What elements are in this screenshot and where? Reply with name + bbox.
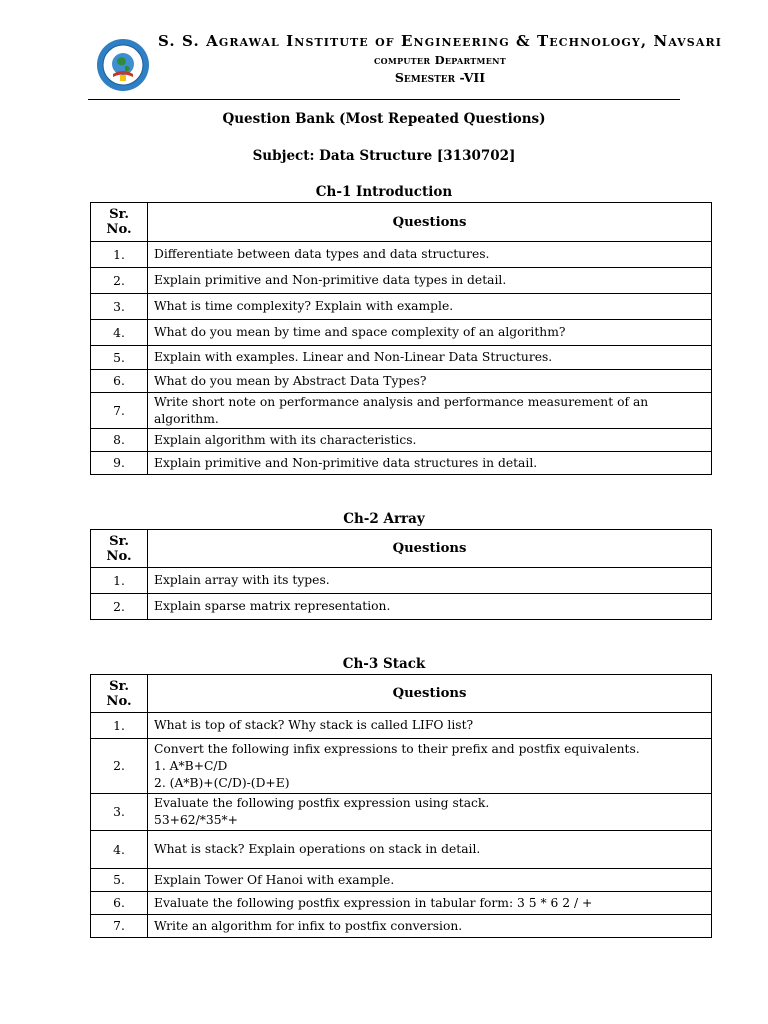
question-text: What is top of stack? Why stack is called LIFO list? — [148, 713, 712, 739]
question-number: 4. — [91, 320, 148, 346]
question-number: 5. — [91, 869, 148, 892]
question-number: 1. — [91, 242, 148, 268]
question-number: 2. — [91, 739, 148, 794]
question-number: 1. — [91, 713, 148, 739]
question-text: Differentiate between data types and data structures. — [148, 242, 712, 268]
question-cell — [148, 739, 712, 794]
table-row — [91, 320, 712, 346]
table-row — [91, 346, 712, 370]
table-row — [91, 294, 712, 320]
question-number: 9. — [91, 452, 148, 475]
sr-no-header: Sr. No. — [91, 203, 148, 242]
table-header-row — [91, 675, 712, 713]
question-text: What do you mean by time and space complexity of an algorithm? — [148, 320, 712, 346]
semester-label: Semester -VII — [394, 70, 486, 85]
question-text: What is stack? Explain operations on stack in detail. — [148, 831, 712, 869]
subject-title: Subject: Data Structure [3130702] — [252, 148, 516, 164]
question-subline: 2. (A*B)+(C/D)-(D+E) — [154, 775, 290, 790]
question-text: Explain primitive and Non-primitive data structures in detail. — [148, 452, 712, 475]
question-number: 8. — [91, 429, 148, 452]
table-row — [91, 794, 712, 831]
question-text: Explain sparse matrix representation. — [148, 594, 712, 620]
question-number: 2. — [91, 594, 148, 620]
question-text: Explain with examples. Linear and Non-Linear Data Structures. — [148, 346, 712, 370]
institute-name: S. S. Agrawal Institute of Engineering & Technology, Navsari — [158, 32, 722, 50]
table-row — [91, 429, 712, 452]
table-header-row — [91, 530, 712, 568]
question-number: 6. — [91, 892, 148, 915]
question-number: 7. — [91, 393, 148, 429]
question-text: Evaluate the following postfix expression using stack. — [154, 796, 490, 810]
table-row — [91, 242, 712, 268]
question-number: 3. — [91, 794, 148, 831]
question-subline: 1. A*B+C/D — [154, 758, 228, 773]
question-number: 3. — [91, 294, 148, 320]
table-row — [91, 370, 712, 393]
table-row — [91, 393, 712, 429]
table-row — [91, 568, 712, 594]
question-text: Explain Tower Of Hanoi with example. — [148, 869, 712, 892]
chapter-table — [90, 202, 712, 475]
question-number: 2. — [91, 268, 148, 294]
questions-header: Questions — [148, 203, 712, 242]
question-text: What is time complexity? Explain with example. — [148, 294, 712, 320]
question-text: Explain array with its types. — [148, 568, 712, 594]
table-row — [91, 452, 712, 475]
chapter-title: Ch-3 Stack — [342, 656, 426, 672]
table-row — [91, 594, 712, 620]
chapter-title: Ch-2 Array — [343, 511, 425, 527]
question-text: Convert the following infix expressions to their prefix and postfix equivalents. — [154, 741, 640, 756]
question-text: Explain algorithm with its characteristics. — [148, 429, 712, 452]
table-row — [91, 892, 712, 915]
question-text: Evaluate the following postfix expression in tabular form: 3 5 * 6 2 / + — [148, 892, 712, 915]
department-name: computer Department — [374, 53, 506, 67]
question-number: 5. — [91, 346, 148, 370]
table-row — [91, 915, 712, 938]
question-number: 7. — [91, 915, 148, 938]
table-row — [91, 268, 712, 294]
table-header-row — [91, 203, 712, 242]
question-text: Write an algorithm for infix to postfix conversion. — [148, 915, 712, 938]
chapter-table — [90, 674, 712, 938]
table-row — [91, 869, 712, 892]
question-text: Explain primitive and Non-primitive data types in detail. — [148, 268, 712, 294]
sr-no-header: Sr. No. — [91, 530, 148, 568]
questions-header: Questions — [148, 675, 712, 713]
header-divider — [88, 99, 680, 100]
table-row — [91, 831, 712, 869]
page-title: Question Bank (Most Repeated Questions) — [222, 111, 546, 127]
chapter-title: Ch-1 Introduction — [315, 184, 453, 200]
question-number: 6. — [91, 370, 148, 393]
question-text: What do you mean by Abstract Data Types? — [148, 370, 712, 393]
sr-no-header: Sr. No. — [91, 675, 148, 713]
question-subline: 53+62/*35*+ — [154, 813, 238, 827]
question-cell — [148, 794, 712, 831]
table-row — [91, 739, 712, 794]
question-number: 1. — [91, 568, 148, 594]
question-number: 4. — [91, 831, 148, 869]
question-text: Write short note on performance analysis and performance measurement of an algorithm. — [148, 393, 712, 429]
chapter-table — [90, 529, 712, 620]
table-row — [91, 713, 712, 739]
questions-header: Questions — [148, 530, 712, 568]
